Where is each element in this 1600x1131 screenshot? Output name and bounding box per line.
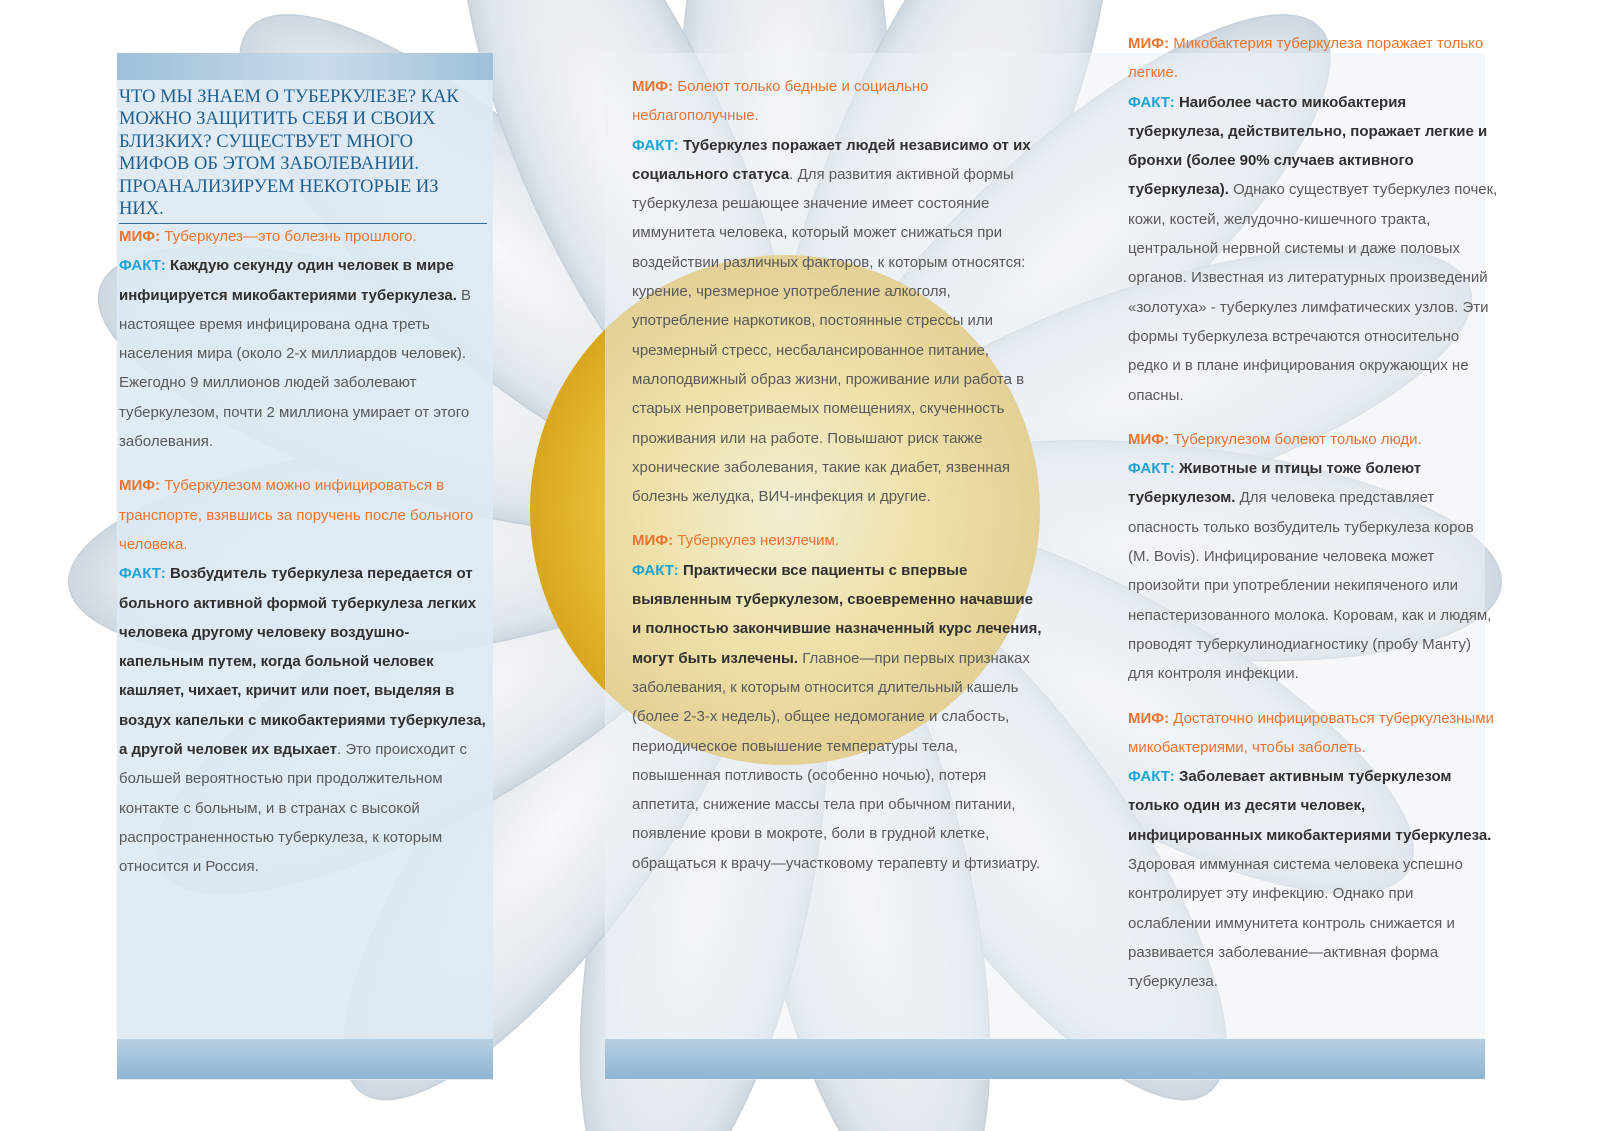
fact-line (1128, 762, 1498, 996)
fact-text: . Для развития активной формы туберкулеза решающее значение имеет состояние иммунитета человека, который может снижаться при воздействии различных факторов, к которым относятся: курение, чрезмерное употребление алкоголя, употребление наркотиков, постоянные стрессы или чрезмерный стресс, несбалансированное питание, малоподвижный образ жизни, проживание или работа в старых непроветриваемых помещениях, скученность проживания или на работе. Повышают риск также хронические заболевания, такие как диабет, язвенная болезнь желудка, ВИЧ-инфекция и другие. (632, 165, 1026, 506)
fact-line (119, 251, 491, 456)
right-column (1128, 29, 1498, 1012)
myth-label: МИФ: (1128, 709, 1170, 727)
myth-line (1128, 425, 1498, 454)
myth-fact-block (119, 471, 491, 881)
fact-line (1128, 454, 1498, 688)
fact-line (1128, 88, 1498, 410)
fact-label: ФАКТ: (1128, 93, 1175, 111)
myth-label: МИФ: (1128, 35, 1170, 52)
myth-fact-block (632, 526, 1042, 878)
myth-label: МИФ: (632, 78, 674, 95)
fact-label: ФАКТ: (1128, 460, 1175, 478)
myth-line (632, 526, 1042, 555)
middle-column (632, 72, 1042, 893)
fact-line (632, 556, 1042, 878)
fact-label: ФАКТ: (632, 561, 679, 579)
fact-bold-text: Заболевает активным туберкулезом только один из десяти человек, инфицированных микобактериями туберкулеза. (1128, 768, 1492, 844)
fact-bold-text: Туберкулез поражает людей независимо от их социального статуса (632, 136, 1031, 183)
bottom-left-decor-bar (117, 1039, 493, 1079)
fact-text: Для человека представляет опасность только возбудитель туберкулеза коров (M. Bovis). Инфицирование человека может произойти при употреблении некипяченого или непастеризованного молока. Коровам, как и людям, проводят туберкулинодиагностику (пробу Манту) для контроля инфекции. (1128, 489, 1492, 683)
myth-text: Туберкулез неизлечим. (677, 532, 840, 550)
myth-label: МИФ: (119, 477, 161, 495)
bottom-right-decor-bar (605, 1039, 1485, 1079)
myth-text: Микобактерия туберкулеза поражает только легкие. (1128, 35, 1484, 82)
fact-bold-text: Возбудитель туберкулеза передается от больного активной формой туберкулеза легких человека другому человеку воздушно-капельным путем, когда больной человек кашляет, чихает, кричит или поет, выделяя в воздух капельки с микобактериями туберкулеза, а другой человек их вдыхает (119, 565, 486, 759)
fact-label: ФАКТ: (632, 136, 679, 154)
top-left-decor-bar (117, 53, 493, 80)
fact-bold-text: Животные и птицы тоже болеют туберкулезом. (1128, 460, 1422, 507)
fact-text: . Это происходит с большей вероятностью при продолжительном контакте с больным, и в странах с высокой распространенностью туберкулеза, к которым относится и Россия. (119, 741, 468, 876)
fact-label: ФАКТ: (119, 257, 166, 275)
myth-line (1128, 704, 1498, 763)
fact-text: В настоящее время инфицирована одна треть населения мира (около 2-х миллиардов человек). Ежегодно 9 миллионов людей заболевают туберкулезом, почти 2 миллиона умирает от этого заболевания. (119, 286, 472, 451)
myth-text: Туберкулез—это болезнь прошлого. (164, 228, 417, 245)
myth-line (632, 72, 1042, 131)
myth-label: МИФ: (1128, 430, 1170, 448)
fact-bold-text: Наиболее часто микобактерия туберкулеза, действительно, поражает легкие и бронхи (более 90% случаев активного туберкулеза). (1128, 93, 1488, 199)
myth-fact-block (632, 72, 1042, 511)
fact-line (119, 559, 491, 881)
fact-text: Главное—при первых признаках заболевания, к которым относится длительный кашель (более 2-3-х недель), общее недомогание и слабость, периодическое повышение температуры тела, повышенная потливость (особенно ночью), потеря аппетита, снижение массы тела при обычном питании, появление крови в мокроте, боли в грудной клетке, обращаться к врачу—участковому терапевту и фтизиатру. (632, 649, 1041, 872)
myth-fact-block (1128, 704, 1498, 997)
myth-line (119, 222, 491, 251)
myth-fact-block (119, 222, 491, 456)
fact-line (632, 131, 1042, 512)
fact-bold-text: Практически все пациенты с впервые выявленным туберкулезом, своевременно начавшие и полностью закончившие назначенный курс лечения, могут быть излечены. (632, 561, 1042, 667)
myth-text: Болеют только бедные и социально неблагополучные. (632, 78, 929, 125)
myth-text: Туберкулезом болеют только люди. (1173, 430, 1422, 448)
left-column (119, 222, 491, 897)
myth-label: МИФ: (632, 532, 674, 550)
myth-fact-block (1128, 425, 1498, 689)
fact-text: Здоровая иммунная система человека успешно контролирует эту инфекцию. Однако при ослаблении иммунитета контроль снижается и развивается заболевание—активная форма туберкулеза. (1128, 856, 1463, 991)
page-heading: ЧТО МЫ ЗНАЕМ О ТУБЕРКУЛЕЗЕ? КАК МОЖНО ЗАЩИТИТЬ СЕБЯ И СВОИХ БЛИЗКИХ? СУЩЕСТВУЕТ МНОГО МИФОВ ОБ ЭТОМ ЗАБОЛЕВАНИИ. ПРОАНАЛИЗИРУЕМ НЕКОТОРЫЕ ИЗ НИХ. (119, 86, 487, 224)
myth-fact-block (1128, 29, 1498, 410)
myth-line (1128, 29, 1498, 88)
myth-line (119, 471, 491, 559)
myth-text: Достаточно инфицироваться туберкулезными микобактериями, чтобы заболеть. (1128, 709, 1494, 756)
myth-text: Туберкулезом можно инфицироваться в транспорте, взявшись за поручень после больного человека. (119, 477, 474, 553)
fact-text: Однако существует туберкулез почек, кожи, костей, желудочно-кишечного тракта, центральной нервной системы и даже половых органов. Известная из литературных произведений «золотуха» - туберкулез лимфатических узлов. Эти формы туберкулеза встречаются относительно редко и в плане инфицирования окружающих не опасны. (1128, 181, 1498, 404)
fact-label: ФАКТ: (119, 565, 166, 583)
myth-label: МИФ: (119, 228, 161, 245)
fact-label: ФАКТ: (1128, 768, 1175, 786)
fact-bold-text: Каждую секунду один человек в мире инфицируется микобактериями туберкулеза. (119, 257, 457, 304)
